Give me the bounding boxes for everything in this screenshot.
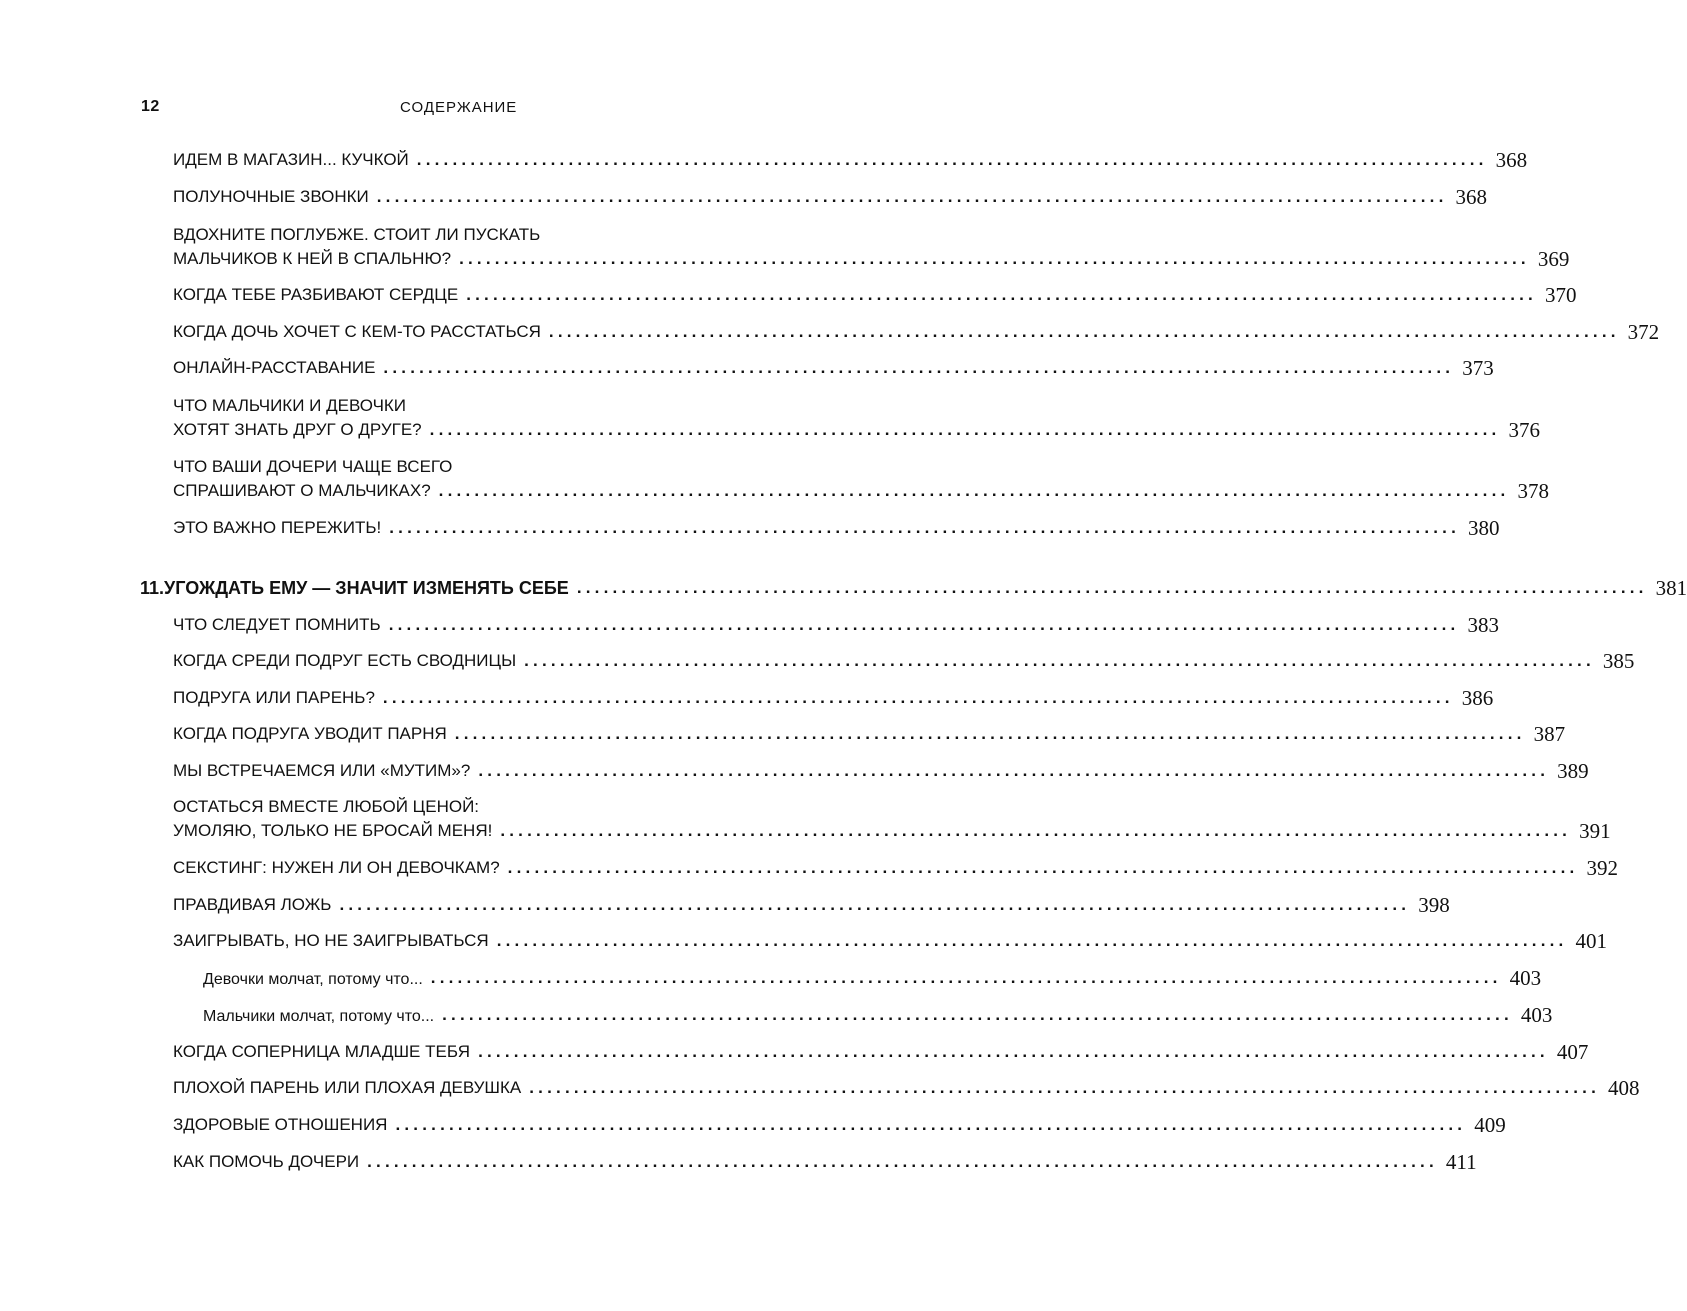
page-number: 12 — [141, 98, 160, 115]
toc-entry-page: 376 — [1508, 418, 1540, 442]
chapter-number: 11. — [140, 578, 165, 598]
toc-entry[interactable] — [173, 1076, 1640, 1100]
toc-entry[interactable] — [173, 929, 1607, 953]
toc-entry-page: 380 — [1468, 516, 1500, 540]
toc-entry-page: 403 — [1509, 966, 1542, 990]
leader-dots: ........................................................................................................................ — [388, 615, 1460, 634]
toc-entry[interactable] — [173, 686, 1494, 710]
leader-dots: ........................................................................................................................ — [442, 1005, 1513, 1024]
toc-entry-page: 411 — [1445, 1150, 1477, 1174]
leader-dots: ........................................................................................................................ — [496, 931, 1568, 950]
toc-entry-title: Мальчики молчат, потому что... — [203, 1008, 435, 1025]
leader-dots: ........................................................................................................................ — [367, 1152, 1438, 1171]
toc-entry-title: КОГДА ДОЧЬ ХОЧЕТ С КЕМ-ТО РАССТАТЬСЯ — [173, 322, 541, 341]
toc-entry-page: 373 — [1462, 356, 1494, 380]
toc-entry-title: Девочки молчат, потому что... — [203, 971, 423, 988]
toc-entry[interactable] — [173, 759, 1589, 783]
toc-entry-title-line: ЧТО МАЛЬЧИКИ И ДЕВОЧКИ — [173, 396, 407, 415]
toc-entry-title: КОГДА ПОДРУГА УВОДИТ ПАРНЯ — [173, 724, 447, 743]
toc-entry[interactable] — [173, 148, 1528, 172]
toc-entry-page: 368 — [1455, 185, 1487, 209]
toc-entry-title: СЕКСТИНГ: НУЖЕН ЛИ ОН ДЕВОЧКАМ? — [173, 858, 500, 877]
toc-entry-page: 386 — [1461, 686, 1494, 710]
toc-entry-page: 378 — [1517, 479, 1549, 503]
leader-dots: ........................................................................................................................ — [383, 358, 1455, 377]
toc-entry-title: КОГДА ТЕБЕ РАЗБИВАЮТ СЕРДЦЕ — [173, 285, 459, 304]
toc-entry-title: ОНЛАЙН-РАССТАВАНИЕ — [173, 358, 376, 377]
toc-entry-title: СПРАШИВАЮТ О МАЛЬЧИКАХ? — [173, 481, 431, 500]
toc-subentry[interactable] — [203, 966, 1542, 990]
leader-dots: ........................................................................................................................ — [438, 481, 1510, 500]
toc-entry[interactable] — [173, 613, 1499, 637]
toc-entry-title: ПРАВДИВАЯ ЛОЖЬ — [173, 895, 332, 914]
leader-dots: ........................................................................................................................ — [454, 724, 1526, 743]
leader-dots: ........................................................................................................................ — [395, 1115, 1467, 1134]
toc-entry-page: 409 — [1474, 1113, 1506, 1137]
toc-entry-title: ЗАИГРЫВАТЬ, НО НЕ ЗАИГРЫВАТЬСЯ — [173, 931, 489, 950]
chapter-title: УГОЖДАТЬ ЕМУ — ЗНАЧИТ ИЗМЕНЯТЬ СЕБЕ — [164, 578, 569, 598]
toc-entry[interactable] — [173, 283, 1577, 307]
toc-entry-title: ПОДРУГА ИЛИ ПАРЕНЬ? — [173, 688, 375, 707]
toc-entry-title: ЧТО СЛЕДУЕТ ПОМНИТЬ — [173, 615, 381, 634]
toc-entry[interactable] — [173, 185, 1487, 209]
toc-entry-title: КОГДА СРЕДИ ПОДРУГ ЕСТЬ СВОДНИЦЫ — [173, 651, 517, 670]
toc-entry-title: ЗДОРОВЫЕ ОТНОШЕНИЯ — [173, 1115, 388, 1134]
toc-entry-page: 389 — [1557, 759, 1589, 783]
toc-entry[interactable] — [173, 320, 1660, 344]
toc-entry-title: УМОЛЯЮ, ТОЛЬКО НЕ БРОСАЙ МЕНЯ! — [173, 821, 493, 840]
toc-entry-page: 372 — [1627, 320, 1660, 344]
toc-entry-title-line: ОСТАТЬСЯ ВМЕСТЕ ЛЮБОЙ ЦЕНОЙ: — [173, 797, 480, 816]
toc-entry-title: ПОЛУНОЧНЫЕ ЗВОНКИ — [173, 187, 369, 206]
toc-entry[interactable] — [173, 893, 1450, 917]
leader-dots: ........................................................................................................................ — [430, 968, 1502, 987]
leader-dots: ........................................................................................................................ — [478, 761, 1550, 780]
toc-entry-title: МЫ ВСТРЕЧАЕМСЯ ИЛИ «МУТИМ»? — [173, 761, 471, 780]
leader-dots: ........................................................................................................................ — [507, 858, 1579, 877]
leader-dots: ........................................................................................................................ — [500, 821, 1572, 840]
toc-entry[interactable] — [173, 1113, 1506, 1137]
toc-entry-title-line: ВДОХНИТЕ ПОГЛУБЖЕ. СТОИТ ЛИ ПУСКАТЬ — [173, 225, 541, 244]
leader-dots: ........................................................................................................................ — [524, 651, 1595, 670]
toc-entry[interactable] — [173, 456, 1549, 503]
leader-dots: ........................................................................................................................ — [382, 688, 1454, 707]
leader-dots: ........................................................................................................................ — [576, 578, 1648, 597]
toc-entry-title-line: ЧТО ВАШИ ДОЧЕРИ ЧАЩЕ ВСЕГО — [173, 457, 453, 476]
chapter-heading[interactable] — [140, 576, 1687, 600]
toc-entry-page: 385 — [1602, 649, 1635, 673]
leader-dots: ........................................................................................................................ — [416, 150, 1488, 169]
toc-entry-page: 383 — [1467, 613, 1499, 637]
leader-dots: ........................................................................................................................ — [389, 518, 1461, 537]
toc-entry-page: 368 — [1495, 148, 1528, 172]
leader-dots: ........................................................................................................................ — [429, 420, 1501, 439]
toc-entry-page: 407 — [1556, 1040, 1589, 1064]
leader-dots: ........................................................................................................................ — [529, 1078, 1601, 1097]
toc-entry-title: ЭТО ВАЖНО ПЕРЕЖИТЬ! — [173, 518, 382, 537]
toc-entry-page: 401 — [1575, 929, 1607, 953]
toc-entry[interactable] — [173, 516, 1500, 540]
toc-entry-title: КОГДА СОПЕРНИЦА МЛАДШЕ ТЕБЯ — [173, 1042, 471, 1061]
chapter-page: 381 — [1655, 576, 1687, 600]
toc-entry[interactable] — [173, 224, 1570, 271]
toc-entry[interactable] — [173, 796, 1611, 843]
toc-entry[interactable] — [173, 722, 1566, 746]
toc-entry-title: МАЛЬЧИКОВ К НЕЙ В СПАЛЬНЮ? — [173, 249, 452, 268]
leader-dots: ........................................................................................................................ — [376, 187, 1448, 206]
leader-dots: ........................................................................................................................ — [459, 249, 1530, 268]
toc-entry[interactable] — [173, 1040, 1589, 1064]
toc-entry-page: 403 — [1520, 1003, 1553, 1027]
toc-entry[interactable] — [173, 356, 1494, 380]
running-header: СОДЕРЖАНИЕ — [400, 99, 518, 116]
toc-entry-page: 392 — [1586, 856, 1618, 880]
toc-entry-page: 398 — [1418, 893, 1450, 917]
toc-entry-page: 369 — [1537, 247, 1570, 271]
toc-entry-page: 391 — [1579, 819, 1611, 843]
toc-entry[interactable] — [173, 649, 1635, 673]
toc-entry[interactable] — [173, 1150, 1477, 1174]
toc-entry-title: ХОТЯТ ЗНАТЬ ДРУГ О ДРУГЕ? — [173, 420, 422, 439]
toc-entry[interactable] — [173, 395, 1540, 442]
toc-entry-page: 370 — [1544, 283, 1577, 307]
leader-dots: ........................................................................................................................ — [466, 285, 1537, 304]
toc-entry-title: ИДЕМ В МАГАЗИН... КУЧКОЙ — [173, 150, 409, 169]
leader-dots: ........................................................................................................................ — [548, 322, 1620, 341]
toc-entry-page: 408 — [1608, 1076, 1640, 1100]
leader-dots: ........................................................................................................................ — [478, 1042, 1549, 1061]
toc-entry-title: ПЛОХОЙ ПАРЕНЬ ИЛИ ПЛОХАЯ ДЕВУШКА — [173, 1078, 522, 1097]
toc-entry-page: 387 — [1533, 722, 1566, 746]
leader-dots: ........................................................................................................................ — [339, 895, 1411, 914]
toc-entry[interactable] — [173, 856, 1618, 880]
toc-subentry[interactable] — [203, 1003, 1553, 1027]
toc-entry-title: КАК ПОМОЧЬ ДОЧЕРИ — [173, 1152, 360, 1171]
